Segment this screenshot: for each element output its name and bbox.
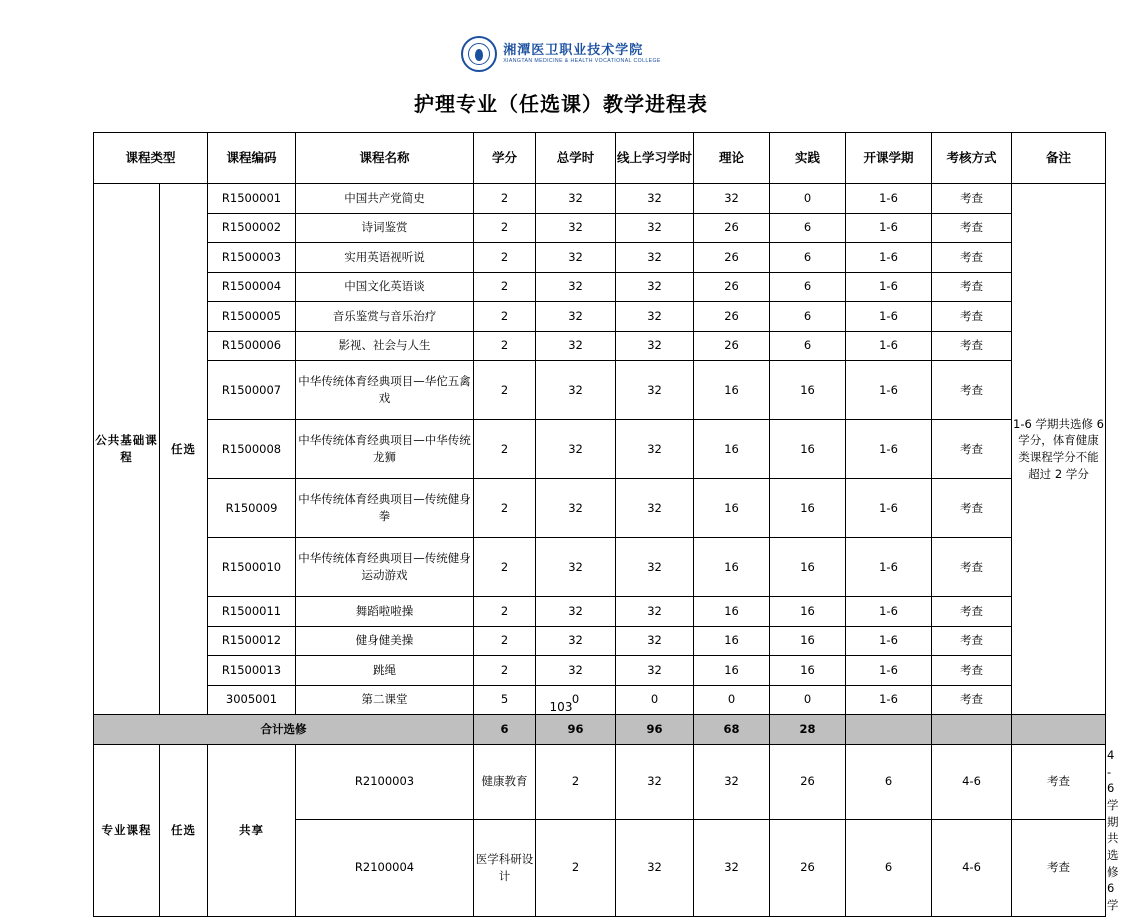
course-theory: 16: [694, 420, 770, 479]
course-total-hours: 32: [536, 479, 616, 538]
course-total-hours: 32: [616, 745, 694, 820]
col-credit: 学分: [474, 133, 536, 184]
course-exam: 考查: [932, 656, 1012, 686]
course-online-hours: 32: [616, 184, 694, 214]
course-online-hours: 32: [616, 272, 694, 302]
table-row: [94, 302, 1106, 332]
course-name: 中华传统体育经典项目—华佗五禽戏: [296, 361, 474, 420]
course-practice: 16: [770, 656, 846, 686]
course-total-hours: 32: [536, 597, 616, 627]
subtotal-total-hours: 96: [536, 715, 616, 745]
course-online-hours: 32: [616, 420, 694, 479]
course-practice: 6: [770, 243, 846, 273]
course-exam: 考查: [932, 361, 1012, 420]
course-term: 1-6: [846, 420, 932, 479]
course-total-hours: 32: [616, 819, 694, 916]
course-theory: 26: [770, 819, 846, 916]
col-term: 开课学期: [846, 133, 932, 184]
course-code: R1500003: [208, 243, 296, 273]
course-exam: 考查: [932, 479, 1012, 538]
table-row: [94, 538, 1106, 597]
course-practice: 6: [770, 331, 846, 361]
course-online-hours: 32: [616, 626, 694, 656]
course-theory: 26: [694, 213, 770, 243]
course-online-hours: 32: [616, 213, 694, 243]
subtotal-exam: [932, 715, 1012, 745]
col-course-type: 课程类型: [94, 133, 208, 184]
college-logo: [0, 36, 1122, 72]
course-theory: 26: [694, 331, 770, 361]
course-total-hours: 32: [536, 656, 616, 686]
group1-category: 公共基础课程: [94, 184, 160, 715]
course-name: 跳绳: [296, 656, 474, 686]
table-row: [94, 184, 1106, 214]
course-practice: 0: [770, 685, 846, 715]
course-term: 1-6: [846, 597, 932, 627]
table-row: [94, 243, 1106, 273]
course-name: 影视、社会与人生: [296, 331, 474, 361]
table-row: [94, 626, 1106, 656]
col-course-name: 课程名称: [296, 133, 474, 184]
course-code: R1500010: [208, 538, 296, 597]
col-practice: 实践: [770, 133, 846, 184]
course-code: R1500004: [208, 272, 296, 302]
course-code: R2100003: [296, 745, 474, 820]
course-exam: 考查: [932, 597, 1012, 627]
course-exam: 考查: [1012, 819, 1106, 916]
course-exam: 考查: [1012, 745, 1106, 820]
course-credit: 2: [474, 597, 536, 627]
course-code: R1500011: [208, 597, 296, 627]
course-term: 1-6: [846, 213, 932, 243]
course-credit: 2: [474, 243, 536, 273]
course-theory: 26: [694, 302, 770, 332]
course-term: 1-6: [846, 361, 932, 420]
course-name: 诗词鉴赏: [296, 213, 474, 243]
course-theory: 32: [694, 184, 770, 214]
course-credit: 2: [474, 656, 536, 686]
group2-subcategory-2: 共享: [208, 745, 296, 917]
course-name: 中国文化英语谈: [296, 272, 474, 302]
course-online-hours: 32: [616, 656, 694, 686]
course-exam: 考查: [932, 243, 1012, 273]
course-theory: 26: [694, 243, 770, 273]
table-row: [94, 272, 1106, 302]
subtotal-row: [94, 715, 1106, 745]
course-practice: 0: [770, 184, 846, 214]
course-theory: 0: [694, 685, 770, 715]
course-term: 1-6: [846, 479, 932, 538]
course-credit: 2: [536, 745, 616, 820]
course-practice: 16: [770, 597, 846, 627]
course-theory: 16: [694, 479, 770, 538]
course-online-hours: 32: [616, 302, 694, 332]
course-total-hours: 32: [536, 420, 616, 479]
course-credit: 2: [474, 213, 536, 243]
course-code: R2100004: [296, 819, 474, 916]
table-row: [94, 420, 1106, 479]
course-credit: 2: [474, 420, 536, 479]
course-term: 1-6: [846, 331, 932, 361]
college-name-cn: 湘潭医卫职业技术学院: [503, 41, 644, 57]
col-remark: 备注: [1012, 133, 1106, 184]
course-exam: 考查: [932, 538, 1012, 597]
course-total-hours: 32: [536, 184, 616, 214]
course-total-hours: 32: [536, 538, 616, 597]
course-practice: 16: [770, 626, 846, 656]
course-term: 1-6: [846, 302, 932, 332]
course-exam: 考查: [932, 213, 1012, 243]
course-total-hours: 32: [536, 302, 616, 332]
course-term: 1-6: [846, 685, 932, 715]
course-practice: 6: [846, 819, 932, 916]
course-name: 第二课堂: [296, 685, 474, 715]
col-exam-method: 考核方式: [932, 133, 1012, 184]
course-theory: 16: [694, 361, 770, 420]
course-credit: 2: [474, 538, 536, 597]
course-credit: 2: [474, 479, 536, 538]
course-practice: 6: [846, 745, 932, 820]
table-header-row: [94, 133, 1106, 184]
course-name: 中华传统体育经典项目—传统健身拳: [296, 479, 474, 538]
table-row: [94, 213, 1106, 243]
table-row: [94, 479, 1106, 538]
course-theory: 16: [694, 597, 770, 627]
course-total-hours: 0: [536, 685, 616, 715]
course-practice: 6: [770, 213, 846, 243]
course-name: 健身健美操: [296, 626, 474, 656]
course-term: 1-6: [846, 538, 932, 597]
course-term: 1-6: [846, 656, 932, 686]
course-term: 1-6: [846, 243, 932, 273]
course-practice: 6: [770, 272, 846, 302]
course-name: 中华传统体育经典项目—中华传统龙狮: [296, 420, 474, 479]
subtotal-label: 合计选修: [94, 715, 474, 745]
course-name: 舞蹈啦啦操: [296, 597, 474, 627]
course-name: 实用英语视听说: [296, 243, 474, 273]
col-course-code: 课程编码: [208, 133, 296, 184]
course-total-hours: 32: [536, 272, 616, 302]
group2-subcategory-1: 任选: [160, 745, 208, 917]
course-credit: 2: [536, 819, 616, 916]
course-online-hours: 32: [616, 331, 694, 361]
course-exam: 考查: [932, 331, 1012, 361]
subtotal-credit: 6: [474, 715, 536, 745]
course-exam: 考查: [932, 420, 1012, 479]
course-code: R1500006: [208, 331, 296, 361]
group2-category: 专业课程: [94, 745, 160, 917]
table-row: [94, 656, 1106, 686]
col-total-hours: 总学时: [536, 133, 616, 184]
course-code: R150009: [208, 479, 296, 538]
table-row: 专业课程 任选 共享 R2100003 健康教育 2 32 32 26 6 4-6 考查 4-6 学期共选修 6 学: [94, 745, 1106, 820]
teaching-progress-table: [93, 132, 1119, 917]
course-code: R1500007: [208, 361, 296, 420]
course-credit: 2: [474, 302, 536, 332]
course-practice: 16: [770, 538, 846, 597]
course-exam: 考查: [932, 685, 1012, 715]
page-title: 护理专业（任选课）教学进程表: [414, 92, 708, 116]
course-total-hours: 32: [536, 626, 616, 656]
course-theory: 16: [694, 538, 770, 597]
course-theory: 26: [770, 745, 846, 820]
col-theory: 理论: [694, 133, 770, 184]
course-exam: 考查: [932, 272, 1012, 302]
subtotal-theory: 68: [694, 715, 770, 745]
table-row: [94, 361, 1106, 420]
college-name-en: XIANGTAN MEDICINE & HEALTH VOCATIONAL COLLEGE: [503, 58, 661, 65]
course-code: R1500002: [208, 213, 296, 243]
course-exam: 考查: [932, 302, 1012, 332]
course-online-hours: 32: [616, 243, 694, 273]
course-name: 中华传统体育经典项目—传统健身运动游戏: [296, 538, 474, 597]
course-total-hours: 32: [536, 243, 616, 273]
course-credit: 2: [474, 272, 536, 302]
course-theory: 26: [694, 272, 770, 302]
course-term: 1-6: [846, 272, 932, 302]
course-term: 1-6: [846, 626, 932, 656]
course-code: R1500001: [208, 184, 296, 214]
group1-subcategory: 任选: [160, 184, 208, 715]
course-name: 健康教育: [474, 745, 536, 820]
course-name: 音乐鉴赏与音乐治疗: [296, 302, 474, 332]
course-online-hours: 32: [616, 538, 694, 597]
course-exam: 考查: [932, 184, 1012, 214]
subtotal-remark: [1012, 715, 1106, 745]
course-credit: 5: [474, 685, 536, 715]
group1-remark: 1-6 学期共选修 6 学分，体育健康类课程学分不能超过 2 学分: [1012, 184, 1106, 715]
course-theory: 16: [694, 626, 770, 656]
course-credit: 2: [474, 331, 536, 361]
course-code: R1500005: [208, 302, 296, 332]
course-credit: 2: [474, 626, 536, 656]
college-seal-icon: [461, 36, 497, 72]
col-online-hours: 线上学习学时: [616, 133, 694, 184]
course-code: 3005001: [208, 685, 296, 715]
table-row: [94, 597, 1106, 627]
course-online-hours: 32: [694, 819, 770, 916]
course-online-hours: 32: [616, 479, 694, 538]
course-online-hours: 32: [616, 361, 694, 420]
course-term: 4-6: [932, 745, 1012, 820]
course-total-hours: 32: [536, 361, 616, 420]
course-total-hours: 32: [536, 213, 616, 243]
subtotal-online-hours: 96: [616, 715, 694, 745]
course-practice: 6: [770, 302, 846, 332]
course-code: R1500012: [208, 626, 296, 656]
course-practice: 16: [770, 420, 846, 479]
subtotal-term: [846, 715, 932, 745]
course-term: 4-6: [932, 819, 1012, 916]
course-total-hours: 32: [536, 331, 616, 361]
course-name: 中国共产党简史: [296, 184, 474, 214]
course-online-hours: 32: [616, 597, 694, 627]
course-online-hours: 0: [616, 685, 694, 715]
table-row: [94, 331, 1106, 361]
course-term: 1-6: [846, 184, 932, 214]
course-code: R1500008: [208, 420, 296, 479]
course-credit: 2: [474, 184, 536, 214]
page-number: 103: [549, 700, 573, 714]
course-name: 医学科研设计: [474, 819, 536, 916]
course-theory: 16: [694, 656, 770, 686]
course-practice: 16: [770, 479, 846, 538]
subtotal-practice: 28: [770, 715, 846, 745]
course-code: R1500013: [208, 656, 296, 686]
course-online-hours: 32: [694, 745, 770, 820]
course-exam: 考查: [932, 626, 1012, 656]
course-practice: 16: [770, 361, 846, 420]
course-credit: 2: [474, 361, 536, 420]
